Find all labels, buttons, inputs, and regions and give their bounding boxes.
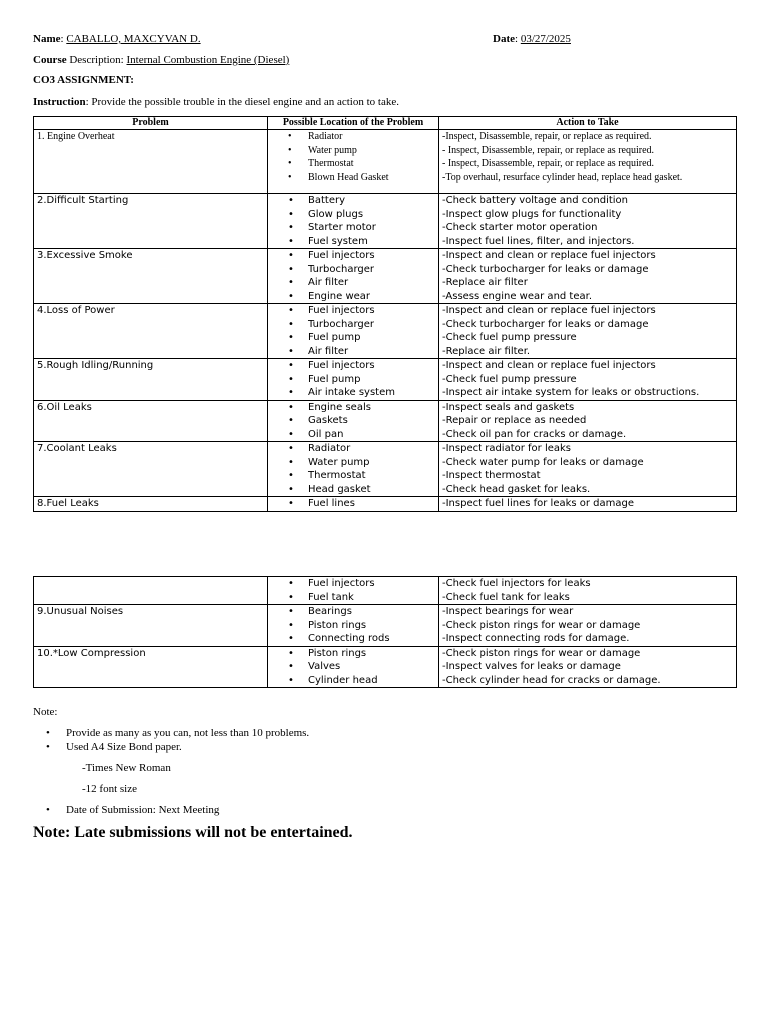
- action-item: -Check starter motor operation: [442, 222, 598, 233]
- action-item: -Check battery voltage and condition: [442, 195, 628, 206]
- action-item: -Check fuel injectors for leaks: [442, 578, 591, 589]
- action-item: -Inspect fuel lines for leaks or damage: [442, 498, 635, 509]
- location-cell: [268, 577, 439, 605]
- location-item: • Piston rings: [308, 647, 435, 661]
- note-item: • Provide as many as you can, not less than 10 problems.: [66, 726, 309, 740]
- location-item: • Air filter: [308, 345, 435, 359]
- table-row: [34, 130, 737, 194]
- table-row: [34, 497, 737, 512]
- location-item: • Battery: [308, 194, 435, 208]
- problem-cell: 10.*Low Compression: [34, 646, 268, 688]
- location-cell: [268, 304, 439, 359]
- action-item: -Inspect valves for leaks or damage: [442, 661, 621, 672]
- action-item: -Check oil pan for cracks or damage.: [442, 428, 627, 440]
- action-cell: [439, 249, 737, 304]
- action-cell: [439, 577, 737, 605]
- action-item: -Inspect seals and gaskets: [442, 401, 575, 413]
- location-item: • Engine seals: [308, 401, 435, 415]
- location-item: • Fuel system: [308, 235, 435, 249]
- table-row: [34, 194, 737, 249]
- action-item: -Inspect connecting rods for damage.: [442, 633, 630, 644]
- name-label: Name: [33, 33, 61, 45]
- action-item: -Inspect and clean or replace fuel injectors: [442, 360, 656, 371]
- course-line: [33, 53, 289, 67]
- problem-cell: 9.Unusual Noises: [34, 605, 268, 647]
- date-line: Date: 03/27/2025: [493, 33, 571, 45]
- problem-cell: 8.Fuel Leaks: [34, 497, 268, 512]
- action-cell: [439, 359, 737, 401]
- action-item: -Inspect thermostat: [442, 470, 541, 481]
- table-row: [34, 304, 737, 359]
- action-item: -Top overhaul, resurface cylinder head, replace head gasket.: [442, 171, 683, 183]
- action-cell: [439, 400, 737, 442]
- problem-cell: 4.Loss of Power: [34, 304, 268, 359]
- action-item: -Check fuel pump pressure: [442, 373, 577, 385]
- location-item: • Thermostat: [308, 157, 435, 171]
- problem-cell: 2.Difficult Starting: [34, 194, 268, 249]
- instruction-text: : Provide the possible trouble in the diesel engine and an action to take.: [85, 96, 399, 108]
- note-item: • Used A4 Size Bond paper.: [66, 740, 182, 754]
- table-row: [34, 359, 737, 401]
- action-item: -Replace air filter.: [442, 345, 531, 357]
- action-item: -Check turbocharger for leaks or damage: [442, 263, 649, 275]
- action-item: -Check piston rings for wear or damage: [442, 647, 641, 659]
- location-item: • Water pump: [308, 144, 435, 158]
- location-item: • Fuel injectors: [308, 577, 435, 591]
- location-item: • Oil pan: [308, 428, 435, 442]
- action-cell: [439, 646, 737, 688]
- header-action: Action to Take: [439, 117, 737, 130]
- name-line: Name: CABALLO, MAXCYVAN D.: [33, 33, 201, 45]
- action-item: -Replace air filter: [442, 277, 528, 288]
- action-item: -Inspect and clean or replace fuel injectors: [442, 305, 656, 316]
- header-problem: Problem: [34, 117, 268, 130]
- location-item: • Fuel tank: [308, 591, 435, 605]
- location-item: • Starter motor: [308, 221, 435, 235]
- header-location: Possible Location of the Problem: [268, 117, 439, 130]
- action-cell: [439, 194, 737, 249]
- action-item: -Check fuel pump pressure: [442, 332, 577, 343]
- assignment-title: CO3 ASSIGNMENT:: [33, 74, 134, 86]
- location-item: • Radiator: [308, 442, 435, 456]
- table-row: [34, 249, 737, 304]
- late-submission-note: Note: Late submissions will not be entertained.: [33, 824, 353, 841]
- location-item: • Gaskets: [308, 414, 435, 428]
- action-item: -Inspect radiator for leaks: [442, 443, 572, 454]
- action-item: -Inspect and clean or replace fuel injectors: [442, 250, 656, 261]
- location-cell: [268, 359, 439, 401]
- action-item: -Inspect bearings for wear: [442, 606, 574, 617]
- location-cell: [268, 497, 439, 512]
- table-row: [34, 577, 737, 605]
- action-cell: [439, 304, 737, 359]
- location-item: • Fuel injectors: [308, 304, 435, 318]
- location-item: • Piston rings: [308, 619, 435, 633]
- course-name: Internal Combustion Engine (Diesel): [126, 54, 290, 66]
- action-cell: [439, 130, 737, 194]
- instruction-label: Instruction: [33, 96, 86, 108]
- table-row: [34, 400, 737, 442]
- table-row: [34, 646, 737, 688]
- problem-cell: 1. Engine Overheat: [34, 130, 268, 194]
- location-item: • Valves: [308, 660, 435, 674]
- location-item: • Head gasket: [308, 483, 435, 497]
- location-cell: [268, 442, 439, 497]
- location-cell: [268, 130, 439, 194]
- location-item: • Turbocharger: [308, 263, 435, 277]
- table-header-row: [34, 117, 737, 130]
- action-cell: [439, 605, 737, 647]
- note-item: • Date of Submission: Next Meeting: [66, 803, 219, 817]
- location-cell: [268, 194, 439, 249]
- instruction-line: [33, 95, 399, 109]
- location-item: • Blown Head Gasket: [308, 171, 435, 185]
- course-label: Course: [33, 54, 67, 66]
- table-row: [34, 605, 737, 647]
- action-item: -Check piston rings for wear or damage: [442, 619, 641, 631]
- location-item: • Fuel injectors: [308, 249, 435, 263]
- note-subitem: -Times New Roman: [82, 762, 171, 774]
- troubleshooting-table: [33, 116, 737, 512]
- location-cell: [268, 646, 439, 688]
- date-label: Date: [493, 33, 515, 45]
- note-label: Note:: [33, 706, 58, 718]
- location-item: • Glow plugs: [308, 208, 435, 222]
- location-item: • Cylinder head: [308, 674, 435, 688]
- location-item: • Water pump: [308, 456, 435, 470]
- action-item: -Inspect glow plugs for functionality: [442, 208, 622, 220]
- problem-cell: 5.Rough Idling/Running: [34, 359, 268, 401]
- course-desc-label: Description:: [66, 54, 127, 66]
- troubleshooting-table-continued: [33, 576, 737, 688]
- location-item: • Fuel pump: [308, 373, 435, 387]
- submission-date: 03/27/2025: [520, 33, 571, 45]
- location-item: • Radiator: [308, 130, 435, 144]
- action-item: - Inspect, Disassemble, repair, or replace as required.: [442, 144, 655, 156]
- problem-cell: 6.Oil Leaks: [34, 400, 268, 442]
- student-name: CABALLO, MAXCYVAN D.: [66, 33, 201, 45]
- problem-cell: [34, 577, 268, 605]
- action-item: -Check fuel tank for leaks: [442, 591, 570, 603]
- table-row: [34, 442, 737, 497]
- location-item: • Turbocharger: [308, 318, 435, 332]
- action-item: -Inspect fuel lines, filter, and injectors.: [442, 235, 635, 247]
- location-item: • Air filter: [308, 276, 435, 290]
- problem-cell: 7.Coolant Leaks: [34, 442, 268, 497]
- location-cell: [268, 605, 439, 647]
- problem-cell: 3.Excessive Smoke: [34, 249, 268, 304]
- location-cell: [268, 249, 439, 304]
- action-item: -Check head gasket for leaks.: [442, 483, 591, 495]
- action-item: -Check cylinder head for cracks or damage.: [442, 674, 661, 686]
- note-subitem: -12 font size: [82, 783, 137, 795]
- location-cell: [268, 400, 439, 442]
- location-item: • Fuel injectors: [308, 359, 435, 373]
- action-item: - Inspect, Disassemble, repair, or replace as required.: [442, 158, 655, 169]
- location-item: • Fuel pump: [308, 331, 435, 345]
- location-item: • Engine wear: [308, 290, 435, 304]
- action-cell: [439, 442, 737, 497]
- action-item: -Repair or replace as needed: [442, 415, 587, 426]
- location-item: • Air intake system: [308, 386, 435, 400]
- location-item: • Bearings: [308, 605, 435, 619]
- action-item: -Inspect, Disassemble, repair, or replace as required.: [442, 131, 652, 142]
- location-item: • Fuel lines: [308, 497, 435, 511]
- action-item: -Assess engine wear and tear.: [442, 290, 592, 302]
- location-item: • Thermostat: [308, 469, 435, 483]
- location-item: • Connecting rods: [308, 632, 435, 646]
- action-item: -Check turbocharger for leaks or damage: [442, 318, 649, 330]
- action-cell: [439, 497, 737, 512]
- action-item: -Check water pump for leaks or damage: [442, 456, 644, 468]
- action-item: -Inspect air intake system for leaks or obstructions.: [442, 387, 700, 398]
